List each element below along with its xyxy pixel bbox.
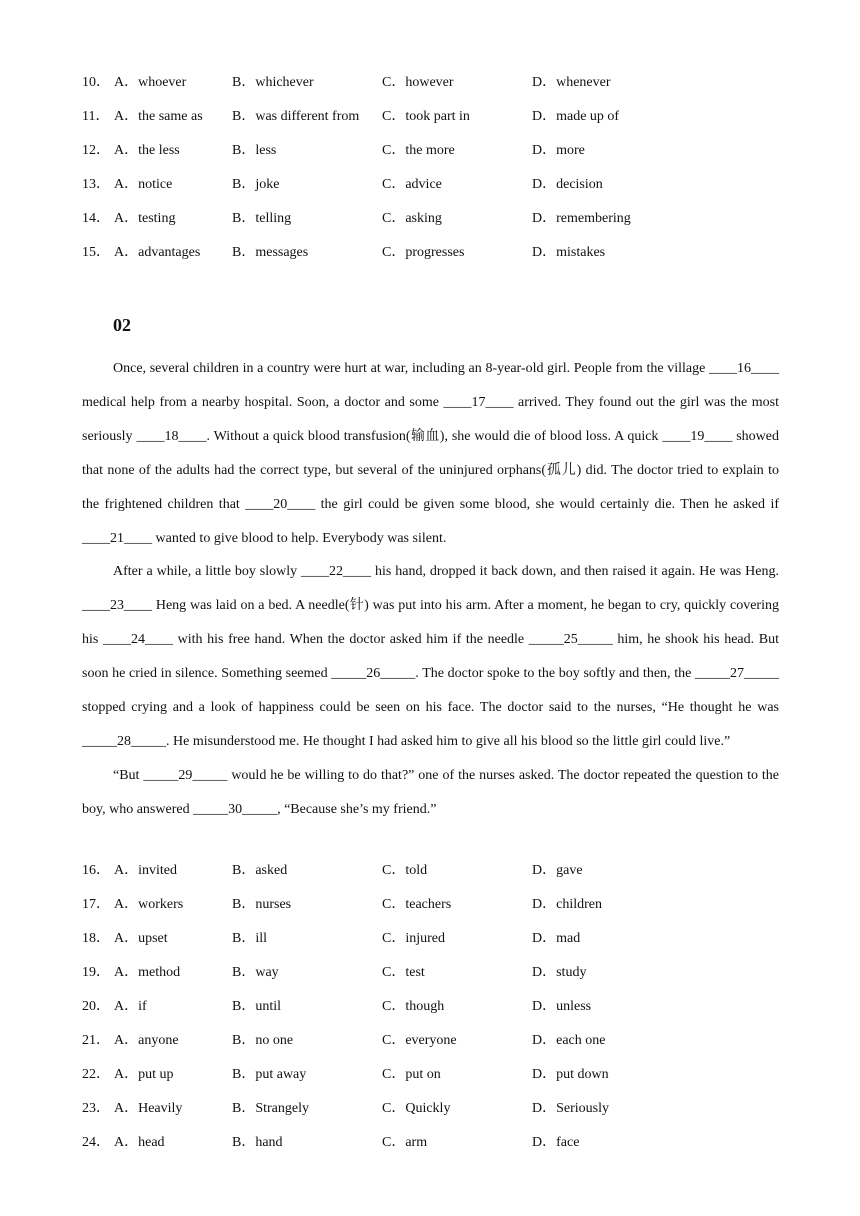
- question-row: [82, 1065, 782, 1099]
- option-a: A．if: [114, 999, 147, 1014]
- option-c: C．test: [382, 965, 425, 980]
- option-c: C．teachers: [382, 897, 452, 912]
- option-d: D．put down: [532, 1067, 609, 1082]
- option-a: A．notice: [114, 177, 173, 192]
- option-d: D．face: [532, 1135, 580, 1150]
- option-a: A．whoever: [114, 75, 187, 90]
- option-a: A．Heavily: [114, 1101, 183, 1116]
- option-d: D．mad: [532, 931, 581, 946]
- question-row: [82, 963, 782, 997]
- option-c: C．told: [382, 863, 428, 878]
- question-number: 24．: [82, 1135, 110, 1150]
- question-row: [82, 175, 782, 209]
- option-b: B．hand: [232, 1135, 283, 1150]
- question-number: 15．: [82, 245, 110, 260]
- option-c: C．however: [382, 75, 454, 90]
- option-a: A．put up: [114, 1067, 174, 1082]
- option-d: D．whenever: [532, 75, 611, 90]
- option-c: C．everyone: [382, 1033, 457, 1048]
- option-a: A．invited: [114, 863, 177, 878]
- option-d: D．Seriously: [532, 1101, 609, 1116]
- option-d: D．decision: [532, 177, 603, 192]
- options-group-10-15: [82, 73, 782, 277]
- question-row: [82, 141, 782, 175]
- question-row: [82, 243, 782, 277]
- passage-paragraph-1: Once, several children in a country were hurt at war, including an 8-year-old girl. People from the village ____16____ medical help from a nearby hospital. Soon, a doctor and some ____17____ arrived. They found out the girl was the most seriously ____18____. Without a quick blood transfusion(输血), she would die of blood loss. A quick ____19____ showed that none of the adults had the correct type, but several of the uninjured orphans(孤儿) did. The doctor tried to explain to the frightened children that ____20____ the girl could be given some blood, she would certainly die. Then he asked if ____21____ wanted to give blood to help. Everybody was silent.: [82, 361, 779, 546]
- question-row: [82, 1099, 782, 1133]
- option-c: C．progresses: [382, 245, 465, 260]
- option-c: C．arm: [382, 1135, 428, 1150]
- question-number: 10．: [82, 75, 110, 90]
- passage: [82, 352, 779, 827]
- question-number: 20．: [82, 999, 110, 1014]
- option-b: B．telling: [232, 211, 292, 226]
- option-b: B．was different from: [232, 109, 360, 124]
- question-number: 12．: [82, 143, 110, 158]
- option-a: A．the less: [114, 143, 180, 158]
- option-a: A．method: [114, 965, 181, 980]
- option-b: B．less: [232, 143, 277, 158]
- question-row: [82, 1031, 782, 1065]
- question-row: [82, 895, 782, 929]
- question-row: [82, 73, 782, 107]
- question-row: [82, 107, 782, 141]
- question-number: 11．: [82, 109, 110, 124]
- passage-paragraph-2: After a while, a little boy slowly ____22____ his hand, dropped it back down, and then raised it again. He was Heng. ____23____ Heng was laid on a bed. A needle(针) was put into his arm. After a moment, he began to cry, quickly covering his ____24____ with his free hand. When the doctor asked him if the needle _____25_____ him, he shook his head. But soon he cried in silence. Something seemed _____26_____. The doctor spoke to the boy softly and then, the _____27_____ stopped crying and a look of happiness could be seen on his face. The doctor said to the nurses, “He thought he was _____28_____. He misunderstood me. He thought I had asked him to give all his blood so the little girl could live.”: [82, 564, 779, 749]
- question-row: [82, 929, 782, 963]
- option-a: A．upset: [114, 931, 168, 946]
- options-group-16-24: [82, 861, 782, 1167]
- option-d: D．study: [532, 965, 587, 980]
- option-a: A．workers: [114, 897, 184, 912]
- question-row: [82, 861, 782, 895]
- option-b: B．asked: [232, 863, 288, 878]
- option-b: B．ill: [232, 931, 268, 946]
- option-a: A．the same as: [114, 109, 203, 124]
- question-number: 22．: [82, 1067, 110, 1082]
- option-b: B．until: [232, 999, 282, 1014]
- question-number: 13．: [82, 177, 110, 192]
- option-c: C．advice: [382, 177, 442, 192]
- option-c: C．the more: [382, 143, 455, 158]
- option-b: B．nurses: [232, 897, 292, 912]
- option-d: D．remembering: [532, 211, 631, 226]
- option-c: C．though: [382, 999, 445, 1014]
- option-a: A．advantages: [114, 245, 201, 260]
- option-a: A．anyone: [114, 1033, 179, 1048]
- option-c: C．injured: [382, 931, 445, 946]
- option-b: B．way: [232, 965, 279, 980]
- option-c: C．put on: [382, 1067, 441, 1082]
- option-c: C．took part in: [382, 109, 470, 124]
- passage-paragraph-3: “But _____29_____ would he be willing to do that?” one of the nurses asked. The doctor repeated the question to the boy, who answered _____30_____, “Because she’s my friend.”: [82, 767, 779, 817]
- question-number: 21．: [82, 1033, 110, 1048]
- option-c: C．Quickly: [382, 1101, 451, 1116]
- question-number: 16．: [82, 863, 110, 878]
- option-b: B．no one: [232, 1033, 294, 1048]
- option-d: D．unless: [532, 999, 592, 1014]
- option-c: C．asking: [382, 211, 442, 226]
- question-number: 17．: [82, 897, 110, 912]
- question-row: [82, 997, 782, 1031]
- option-b: B．whichever: [232, 75, 314, 90]
- option-d: D．gave: [532, 863, 583, 878]
- option-b: B．joke: [232, 177, 280, 192]
- section-title: 02: [113, 315, 131, 335]
- option-b: B．Strangely: [232, 1101, 309, 1116]
- option-d: D．children: [532, 897, 602, 912]
- option-a: A．head: [114, 1135, 165, 1150]
- option-a: A．testing: [114, 211, 176, 226]
- question-number: 19．: [82, 965, 110, 980]
- option-d: D．made up of: [532, 109, 620, 124]
- option-b: B．put away: [232, 1067, 307, 1082]
- question-row: [82, 209, 782, 243]
- option-d: D．mistakes: [532, 245, 606, 260]
- question-row: [82, 1133, 782, 1167]
- option-d: D．more: [532, 143, 585, 158]
- option-d: D．each one: [532, 1033, 606, 1048]
- option-b: B．messages: [232, 245, 309, 260]
- question-number: 18．: [82, 931, 110, 946]
- question-number: 23．: [82, 1101, 110, 1116]
- question-number: 14．: [82, 211, 110, 226]
